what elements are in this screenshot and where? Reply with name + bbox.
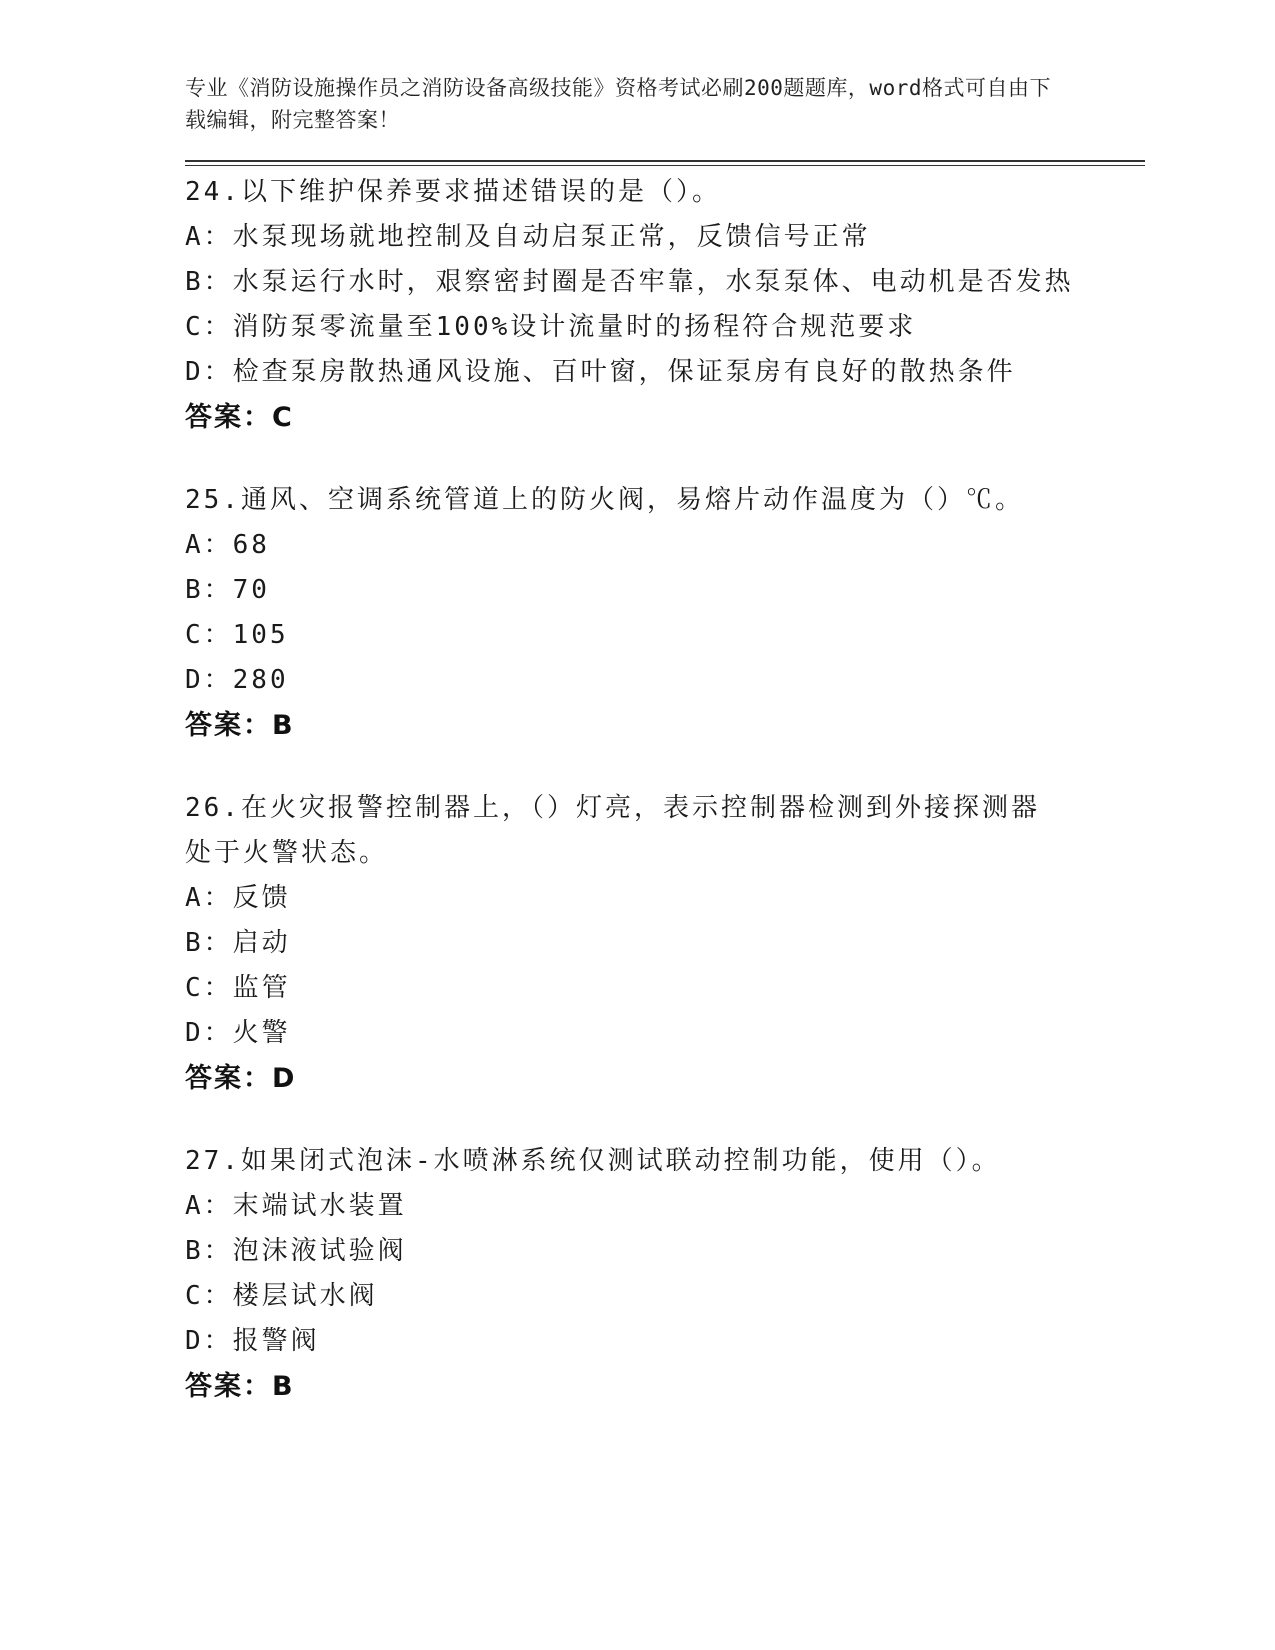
option-d: D：火警: [185, 1018, 291, 1048]
option-d: D：检查泵房散热通风设施、百叶窗，保证泵房有良好的散热条件: [185, 357, 1016, 387]
option-a: A：末端试水装置: [185, 1191, 407, 1221]
answer-line: 答案：B: [185, 710, 295, 741]
option-b: B：启动: [185, 928, 291, 958]
option-b: B：70: [185, 575, 270, 605]
question-25: [185, 478, 1145, 748]
header-divider: [185, 160, 1145, 166]
question-stem: 25.通风、空调系统管道上的防火阀，易熔片动作温度为（）℃。: [185, 485, 1024, 515]
answer-line: 答案：C: [185, 402, 294, 433]
question-list: [185, 170, 1145, 1409]
question-stem: 24.以下维护保养要求描述错误的是（）。: [185, 177, 721, 207]
question-stem: 26.在火灾报警控制器上，（）灯亮，表示控制器检测到外接探测器处于火警状态。: [185, 793, 1040, 868]
question-stem: 27.如果闭式泡沫-水喷淋系统仅测试联动控制功能，使用（）。: [185, 1146, 1001, 1176]
option-a: A：水泵现场就地控制及自动启泵正常，反馈信号正常: [185, 222, 871, 252]
option-a: A：反馈: [185, 883, 291, 913]
option-d: D：280: [185, 665, 289, 695]
answer-line: 答案：B: [185, 1371, 295, 1402]
option-b: B：泡沫液试验阀: [185, 1236, 407, 1266]
option-c: C：105: [185, 620, 289, 650]
document-header: 专业《消防设施操作员之消防设备高级技能》资格考试必刷200题题库，word格式可自由下载编辑，附完整答案！: [185, 76, 1051, 132]
question-26: [185, 786, 1145, 1101]
question-27: [185, 1139, 1145, 1409]
option-c: C：监管: [185, 973, 291, 1003]
option-b: B：水泵运行水时，艰察密封圈是否牢靠，水泵泵体、电动机是否发热: [185, 267, 1074, 297]
option-d: D：报警阀: [185, 1326, 320, 1356]
question-24: [185, 170, 1145, 440]
option-c: C：消防泵零流量至100%设计流量时的扬程符合规范要求: [185, 312, 917, 342]
answer-line: 答案：D: [185, 1063, 297, 1094]
option-a: A：68: [185, 530, 270, 560]
document-page: [185, 72, 1145, 1447]
option-c: C：楼层试水阀: [185, 1281, 378, 1311]
